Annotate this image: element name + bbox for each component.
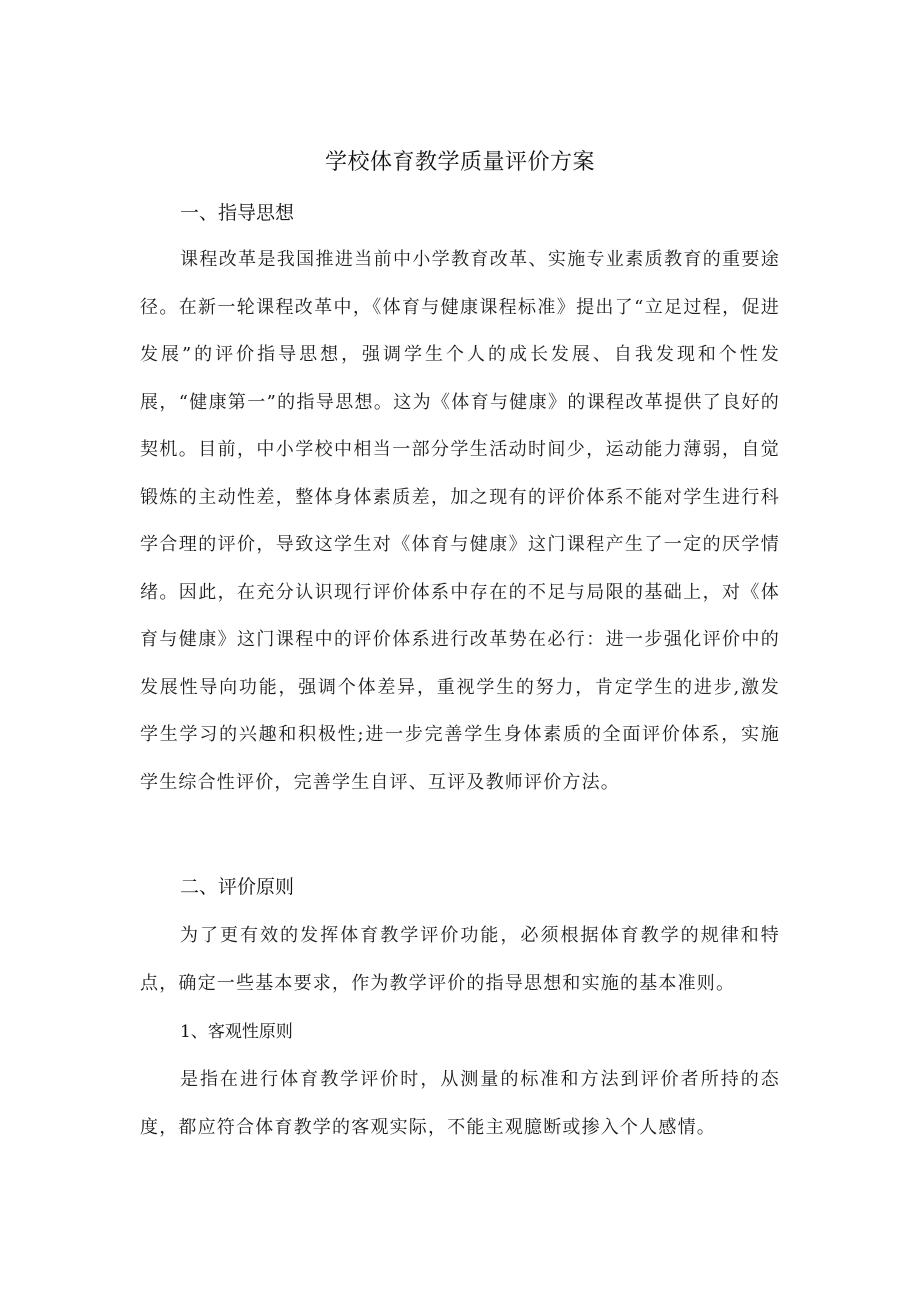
paragraph-evaluation-principles: 为了更有效的发挥体育教学评价功能，必须根据体育教学的规律和特点，确定一些基本要求，作为教学评价的指导思想和实施的基本准则。 — [140, 925, 780, 994]
section-heading-guiding-ideology: 一、指导思想 — [180, 202, 295, 224]
section-heading-evaluation-principles: 二、评价原则 — [180, 876, 295, 898]
principle-heading-objectivity: 1、客观性原则 — [180, 1022, 293, 1042]
paragraph-guiding-ideology: 课程改革是我国推进当前中小学教育改革、实施专业素质教育的重要途径。在新一轮课程改革中，《体育与健康课程标准》提出了“立足过程，促进发展”的评价指导思想，强调学生个人的成长发展、自我发现和个性发展，“健康第一”的指导思想。这为《体育与健康》的课程改革提供了良好的契机。目前，中小学校中相当一部分学生活动时间少，运动能力薄弱，自觉锻炼的主动性差，整体身体素质差，加之现有的评价体系不能对学生进行科学合理的评价，导致这学生对《体育与健康》这门课程产生了一定的厌学情绪。因此，在充分认识现行评价体系中存在的不足与局限的基础上，对《体育与健康》这门课程中的评价体系进行改革势在必行：进一步强化评价中的发展性导向功能，强调个体差异，重视学生的努力，肯定学生的进步,激发学生学习的兴趣和积极性;进一步完善学生身体素质的全面评价体系，实施学生综合性评价，完善学生自评、互评及教师评价方法。 — [140, 249, 780, 793]
document-title: 学校体育教学质量评价方案 — [324, 150, 595, 175]
paragraph-objectivity-principle: 是指在进行体育教学评价时，从测量的标准和方法到评价者所持的态度，都应符合体育教学的客观实际，不能主观臆断或掺入个人感情。 — [140, 1069, 780, 1138]
